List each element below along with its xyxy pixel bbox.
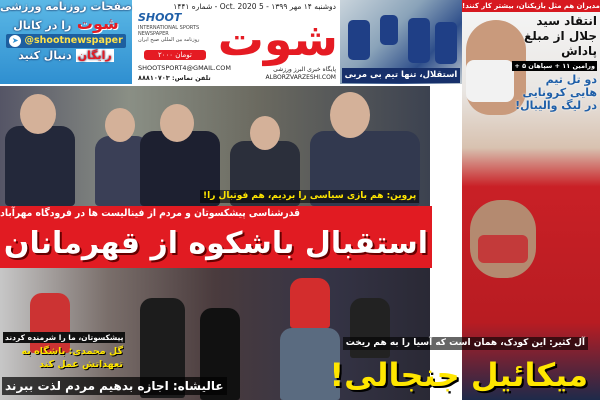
face-mask: [466, 60, 514, 102]
promo-free: رایگان: [77, 49, 112, 62]
main-kicker: قدرشناسی پیشکسوتان و مردم از فینالیست ها در فرودگاه مهرآباد: [0, 208, 300, 219]
telegram-icon: ➤: [9, 35, 21, 47]
bus-caption: استقلال، تنها تیم بی مربی: [342, 68, 460, 83]
side-headline: انتقاد سید جلال از مبلغ پاداش: [524, 14, 597, 58]
intl-text: INTERNATIONAL SPORTS NEWSPAPER: [138, 25, 200, 37]
kid-mask: [478, 235, 528, 263]
main-headline: استقبال باشکوه از قهرمانان: [3, 226, 429, 261]
promo-line1: صفحات روزنامه ورزشی: [0, 0, 133, 13]
telegram-handle[interactable]: @shootnewspaper: [24, 35, 123, 46]
website: [266, 66, 336, 82]
kid-kicker: آل کثیر: این کودک، همان است که آسیا را به هم ریخت: [343, 337, 588, 350]
volleyball-headline: دو تل تیم هایی کرونایی در لیگ والیبال!: [515, 73, 597, 112]
photo-caption: پروین: هم بازی سیاسی را بردیم، هم فوتبال را!: [200, 190, 419, 203]
email: SHOOTSPORT4@GMAIL.COM: [138, 64, 231, 72]
brand-latin-logo: SHOOT: [138, 11, 182, 24]
promo-follow: دنبال کنید: [18, 49, 72, 62]
quote-golmohammadi: گل محمدی: باشگاه به تعهداتش عمل کند: [21, 346, 123, 370]
telegram-promo-box: [0, 0, 132, 84]
score-line: ورامین ۱۱ + سپاهان ۵ +: [514, 62, 595, 70]
international-label: [138, 25, 216, 43]
newspaper-logo: شوت: [217, 12, 338, 66]
quote-veterans: پیشکسوتان، ما را شرمنده کردند: [5, 333, 124, 342]
price-tag: ۲۰۰۰ تومان: [144, 50, 206, 60]
issue-date: دوشنبه ۱۴ مهر ۱۳۹۹ - 5 Oct. 2020 - شماره ۱۴۴۱: [173, 2, 336, 11]
masthead: [134, 0, 340, 84]
side-column: [515, 14, 597, 112]
quote-alishah: عالیشاه: اجازه بدهیم مردم لذت ببرند: [2, 377, 227, 395]
top-red-bar: مدیران هم مثل بازیکنان، بیشتر کار کنند!: [462, 2, 600, 10]
site-url: ALBORZVARZESHI.COM: [265, 74, 336, 81]
main-photo: [0, 86, 430, 206]
site-fa: پایگاه خبری البرز ورزشی: [273, 66, 336, 73]
kid-headline: میکائیل جنجالی!: [329, 356, 588, 394]
phone: تلفن تماس: ۸۸۸۱۰۷۰۳: [138, 74, 211, 82]
promo-line2: را در کانال: [13, 19, 72, 32]
promo-logo: شوت: [76, 14, 119, 33]
tagline-fa: روزنامه بین المللی صبح ایران: [138, 37, 200, 43]
